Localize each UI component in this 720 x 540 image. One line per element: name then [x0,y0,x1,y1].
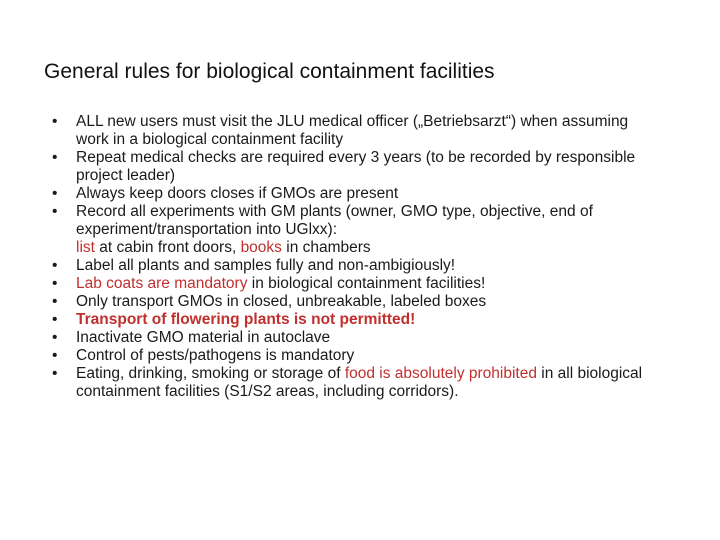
bullet-text-segment: in chambers [281,239,371,256]
bullet-item [52,311,662,329]
bullet-text-segment: in all biological containment facilities (S1/S2 areas, including corridors). [76,365,643,400]
bullet-text-segment: Eating, drinking, smoking or storage of [76,365,345,382]
bullet-item [52,293,662,311]
bullet-item [52,203,662,257]
bullet-dot-icon: • [52,113,58,130]
bullet-text-segment: Inactivate GMO material in autoclave [76,329,331,346]
bullet-text-segment: Transport of flowering plants is not permitted! [76,311,416,328]
bullet-item [52,365,662,401]
bullet-dot-icon: • [52,203,58,220]
bullet-text-segment: list [76,239,95,256]
bullet-item [52,257,662,275]
bullet-dot-icon: • [52,293,58,310]
bullet-text-segment: Lab coats are mandatory [76,275,248,292]
bullet-text-segment: Only transport GMOs in closed, unbreakable, labeled boxes [76,293,487,310]
bullet-text-segment: ALL new users must visit the JLU medical officer („Betriebsarzt“) when assuming work in a biological containment facility [76,113,629,148]
bullet-dot-icon: • [52,347,58,364]
bullet-dot-icon: • [52,365,58,382]
bullet-item [52,347,662,365]
bullet-dot-icon: • [52,275,58,292]
bullet-text-segment: Record all experiments with GM plants (owner, GMO type, objective, end of experiment/transportation into UGlxx): [76,203,593,238]
bullet-text-segment: food is absolutely prohibited [344,365,537,382]
bullet-text-segment: Always keep doors closes if GMOs are present [76,185,399,202]
bullet-text-segment: in biological containment facilities! [247,275,486,292]
bullet-text-segment: Repeat medical checks are required every 3 years (to be recorded by responsible project leader) [76,149,636,184]
slide-title: General rules for biological containment facilities [44,60,495,83]
bullet-dot-icon: • [52,257,58,274]
bullet-item [52,113,662,149]
bullet-text-segment: Control of pests/pathogens is mandatory [76,347,355,364]
bullet-text-segment: at cabin front doors, [94,239,241,256]
bullet-list [52,113,662,401]
bullet-text-segment: Label all plants and samples fully and non-ambigiously! [76,257,456,274]
bullet-item [52,275,662,293]
bullet-item [52,185,662,203]
bullet-dot-icon: • [52,185,58,202]
bullet-item [52,329,662,347]
bullet-dot-icon: • [52,329,58,346]
bullet-text-segment: books [240,239,282,256]
bullet-dot-icon: • [52,311,58,328]
bullet-item [52,149,662,185]
bullet-dot-icon: • [52,149,58,166]
